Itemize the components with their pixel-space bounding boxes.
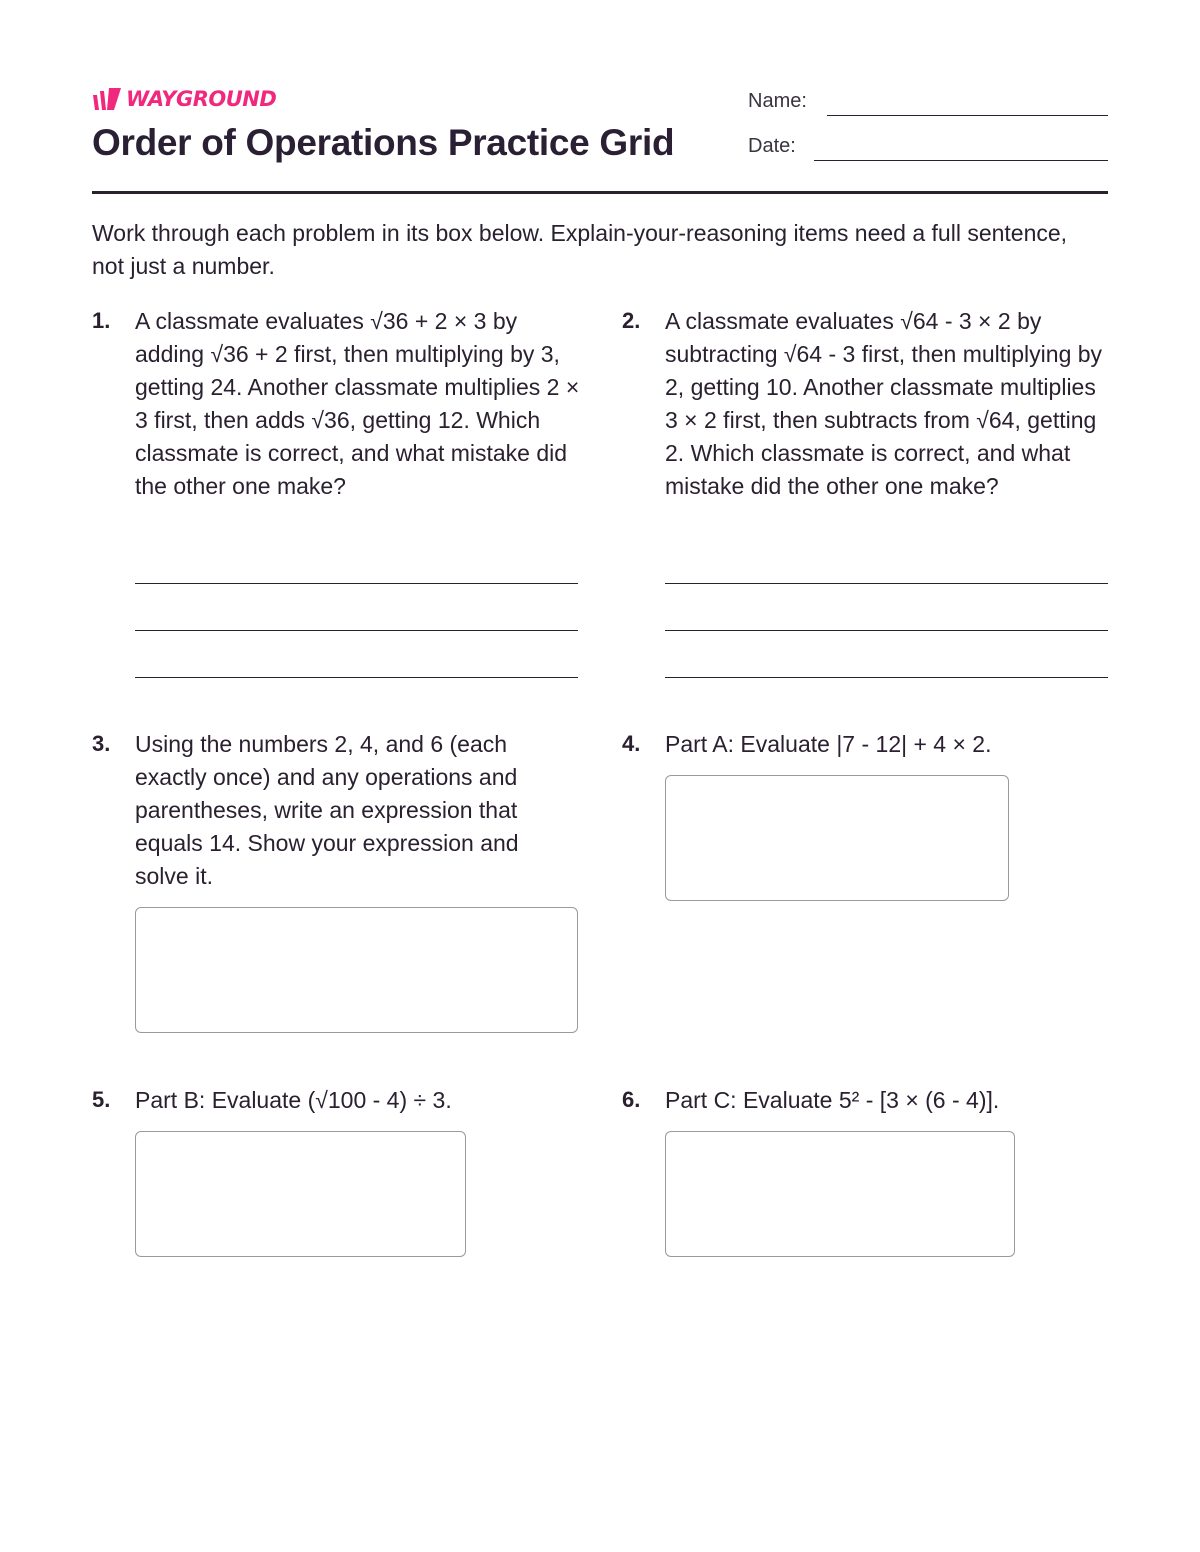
brand-logo	[92, 86, 276, 112]
question-6-text: Part C: Evaluate 5² - [3 × (6 - 4)].	[665, 1087, 1000, 1113]
question-1-text: A classmate evaluates √36 + 2 × 3 by adding √36 + 2 first, then multiplying by 3, getting 24. Another classmate multiplies 2 × 3 first, then adds √36, getting 12. Which classmate is correct, and what mistake did the other one make?	[135, 308, 580, 499]
question-5-number: 5.	[92, 1087, 111, 1112]
wayground-logo-icon	[92, 87, 122, 111]
question-2-answer-line-1[interactable]	[665, 583, 1108, 584]
date-field[interactable]	[814, 160, 1108, 161]
question-2-answer-line-2[interactable]	[665, 630, 1108, 631]
name-field[interactable]	[827, 115, 1108, 116]
question-3-number: 3.	[92, 731, 111, 756]
instructions: Work through each problem in its box below. Explain-your-reasoning items need a full sentence, not just a number.	[92, 220, 1068, 279]
question-3-answer-box[interactable]	[135, 907, 578, 1033]
question-3-text: Using the numbers 2, 4, and 6 (each exactly once) and any operations and parentheses, write an expression that equals 14. Show your expression and solve it.	[135, 731, 519, 889]
question-1-number: 1.	[92, 308, 111, 333]
question-4-text: Part A: Evaluate |7 - 12| + 4 × 2.	[665, 731, 992, 757]
question-1-answer-line-1[interactable]	[135, 583, 578, 584]
name-label: Name:	[748, 90, 807, 112]
date-label: Date:	[748, 135, 796, 157]
question-6-number: 6.	[622, 1087, 641, 1112]
page-title: Order of Operations Practice Grid	[92, 122, 675, 163]
question-2-number: 2.	[622, 308, 641, 333]
question-5-text: Part B: Evaluate (√100 - 4) ÷ 3.	[135, 1087, 452, 1113]
question-5-answer-box[interactable]	[135, 1131, 466, 1257]
question-1-answer-line-2[interactable]	[135, 630, 578, 631]
question-2-text: A classmate evaluates √64 - 3 × 2 by subtracting √64 - 3 first, then multiplying by 2, getting 10. Another classmate multiplies 3 × 2 first, then subtracts from √64, getting 2. Which classmate is correct, and what mistake did the other one make?	[665, 308, 1103, 499]
question-4-number: 4.	[622, 731, 641, 756]
question-2-answer-line-3[interactable]	[665, 677, 1108, 678]
question-1-answer-line-3[interactable]	[135, 677, 578, 678]
header-divider	[92, 191, 1108, 194]
question-6-answer-box[interactable]	[665, 1131, 1015, 1257]
brand-name: WAYGROUND	[126, 87, 277, 111]
question-4-answer-box[interactable]	[665, 775, 1009, 901]
